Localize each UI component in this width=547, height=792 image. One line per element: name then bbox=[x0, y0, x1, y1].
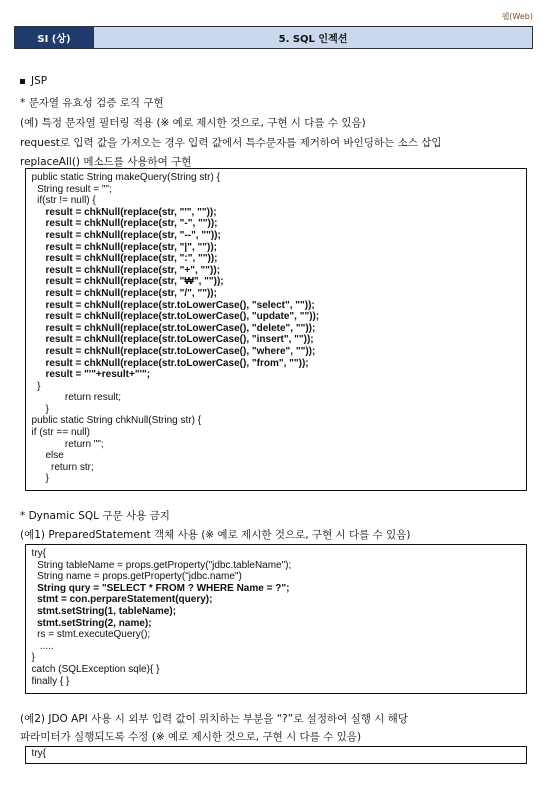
text-line-2: (예) 특정 문자열 필터링 적용 (※ 예로 제시한 것으로, 구현 시 다를 수 있음) bbox=[20, 117, 366, 129]
code-block-2 bbox=[26, 548, 291, 687]
code-line: result = chkNull(replace(str.toLowerCase(), "where", "")); bbox=[26, 345, 316, 357]
code-line: catch (SQLException sqle){ } bbox=[26, 663, 160, 675]
code-line: result = chkNull(replace(str.toLowerCase(), "insert", "")); bbox=[26, 334, 314, 346]
code-line: result = chkNull(replace(str, "-", "")); bbox=[26, 218, 218, 230]
code-line: } bbox=[26, 652, 35, 664]
code-line: else bbox=[26, 450, 64, 462]
code-line: } bbox=[26, 380, 41, 392]
square-bullet-icon bbox=[20, 79, 25, 84]
code-line: String result = ""; bbox=[26, 183, 112, 195]
text-line-3: request로 입력 값을 가져오는 경우 입력 값에서 특수문자를 제거하여 바인딩하는 소스 삽입 bbox=[20, 137, 442, 149]
code-line: String name = props.getProperty("jdbc.name") bbox=[26, 571, 242, 583]
code-line: result = chkNull(replace(str, ":", "")); bbox=[26, 253, 218, 265]
code-line: result = chkNull(replace(str.toLowerCase(), "update", "")); bbox=[26, 311, 320, 323]
code-box-prepared-statement bbox=[25, 544, 527, 694]
text-line-6: (예1) PreparedStatement 객체 사용 (※ 예로 제시한 것으로, 구현 시 다를 수 있음) bbox=[20, 529, 411, 541]
code-block-1 bbox=[26, 172, 319, 485]
code-line: result = chkNull(replace(str, "|", "")); bbox=[26, 241, 217, 253]
code-line: rs = stmt.executeQuery(); bbox=[26, 629, 151, 641]
web-section-tag: 웹(Web) bbox=[501, 12, 533, 21]
text-line-8: 파라미터가 실행되도록 수정 (※ 예로 제시한 것으로, 구현 시 다를 수 있음) bbox=[20, 731, 362, 743]
code-line: return result; bbox=[26, 392, 122, 404]
code-line: if (str == null) bbox=[26, 427, 90, 439]
code-line: if(str != null) { bbox=[26, 195, 96, 207]
code-line: stmt = con.perpareStatement(query); bbox=[26, 594, 213, 606]
code-line: } bbox=[26, 473, 49, 485]
section-header bbox=[14, 26, 533, 49]
jsp-label: JSP bbox=[31, 75, 48, 87]
code-line: finally { } bbox=[26, 675, 70, 687]
code-line: public static String makeQuery(String str) { bbox=[26, 172, 220, 183]
code-line: stmt.setString(1, tableName); bbox=[26, 605, 177, 617]
code-line: result = chkNull(replace(str.toLowerCase(), "delete", "")); bbox=[26, 322, 316, 334]
code-line: return str; bbox=[26, 461, 94, 473]
code-line: public static String chkNull(String str) { bbox=[26, 415, 202, 427]
code-line: result = chkNull(replace(str.toLowerCase(), "from", "")); bbox=[26, 357, 309, 369]
code-line: ..... bbox=[26, 640, 54, 652]
code-line: } bbox=[26, 403, 49, 415]
code-line: return ""; bbox=[26, 438, 104, 450]
code-line: result = chkNull(replace(str.toLowerCase(), "select", "")); bbox=[26, 299, 315, 311]
code-box-jdo bbox=[25, 746, 527, 764]
code-line: result = chkNull(replace(str, "₩", "")); bbox=[26, 276, 224, 288]
code-line: stmt.setString(2, name); bbox=[26, 617, 152, 629]
code-box-replace bbox=[25, 168, 527, 491]
code-line: String tableName = props.getProperty("jdbc.tableName"); bbox=[26, 559, 292, 571]
code-line: result = chkNull(replace(str, "--", "")); bbox=[26, 229, 221, 241]
text-line-1: * 문자열 유효성 검증 로직 구현 bbox=[20, 97, 164, 109]
section-title: 5. SQL 인젝션 bbox=[94, 27, 532, 48]
code-line: result = chkNull(replace(str, "/", "")); bbox=[26, 287, 217, 299]
text-line-5: * Dynamic SQL 구문 사용 금지 bbox=[20, 510, 170, 522]
code-line: try{ bbox=[26, 548, 47, 559]
code-line: result = chkNull(replace(str, "+", "")); bbox=[26, 264, 221, 276]
code-line: String qury = "SELECT * FROM ? WHERE Name = ?"; bbox=[26, 582, 290, 594]
code-line: try{ bbox=[26, 748, 47, 759]
code-block-3 bbox=[26, 748, 46, 760]
jsp-heading bbox=[20, 75, 47, 87]
text-line-4: replaceAll() 메소드를 사용하여 구현 bbox=[20, 156, 192, 168]
text-line-7: (예2) JDO API 사용 시 외부 입력 값이 위치하는 부분을 “?”로 설정하여 실행 시 해당 bbox=[20, 713, 408, 725]
level-label: SI (상) bbox=[15, 27, 94, 48]
code-line: result = chkNull(replace(str, "'", "")); bbox=[26, 206, 217, 218]
code-line: result = "'"+result+"'"; bbox=[26, 369, 151, 381]
